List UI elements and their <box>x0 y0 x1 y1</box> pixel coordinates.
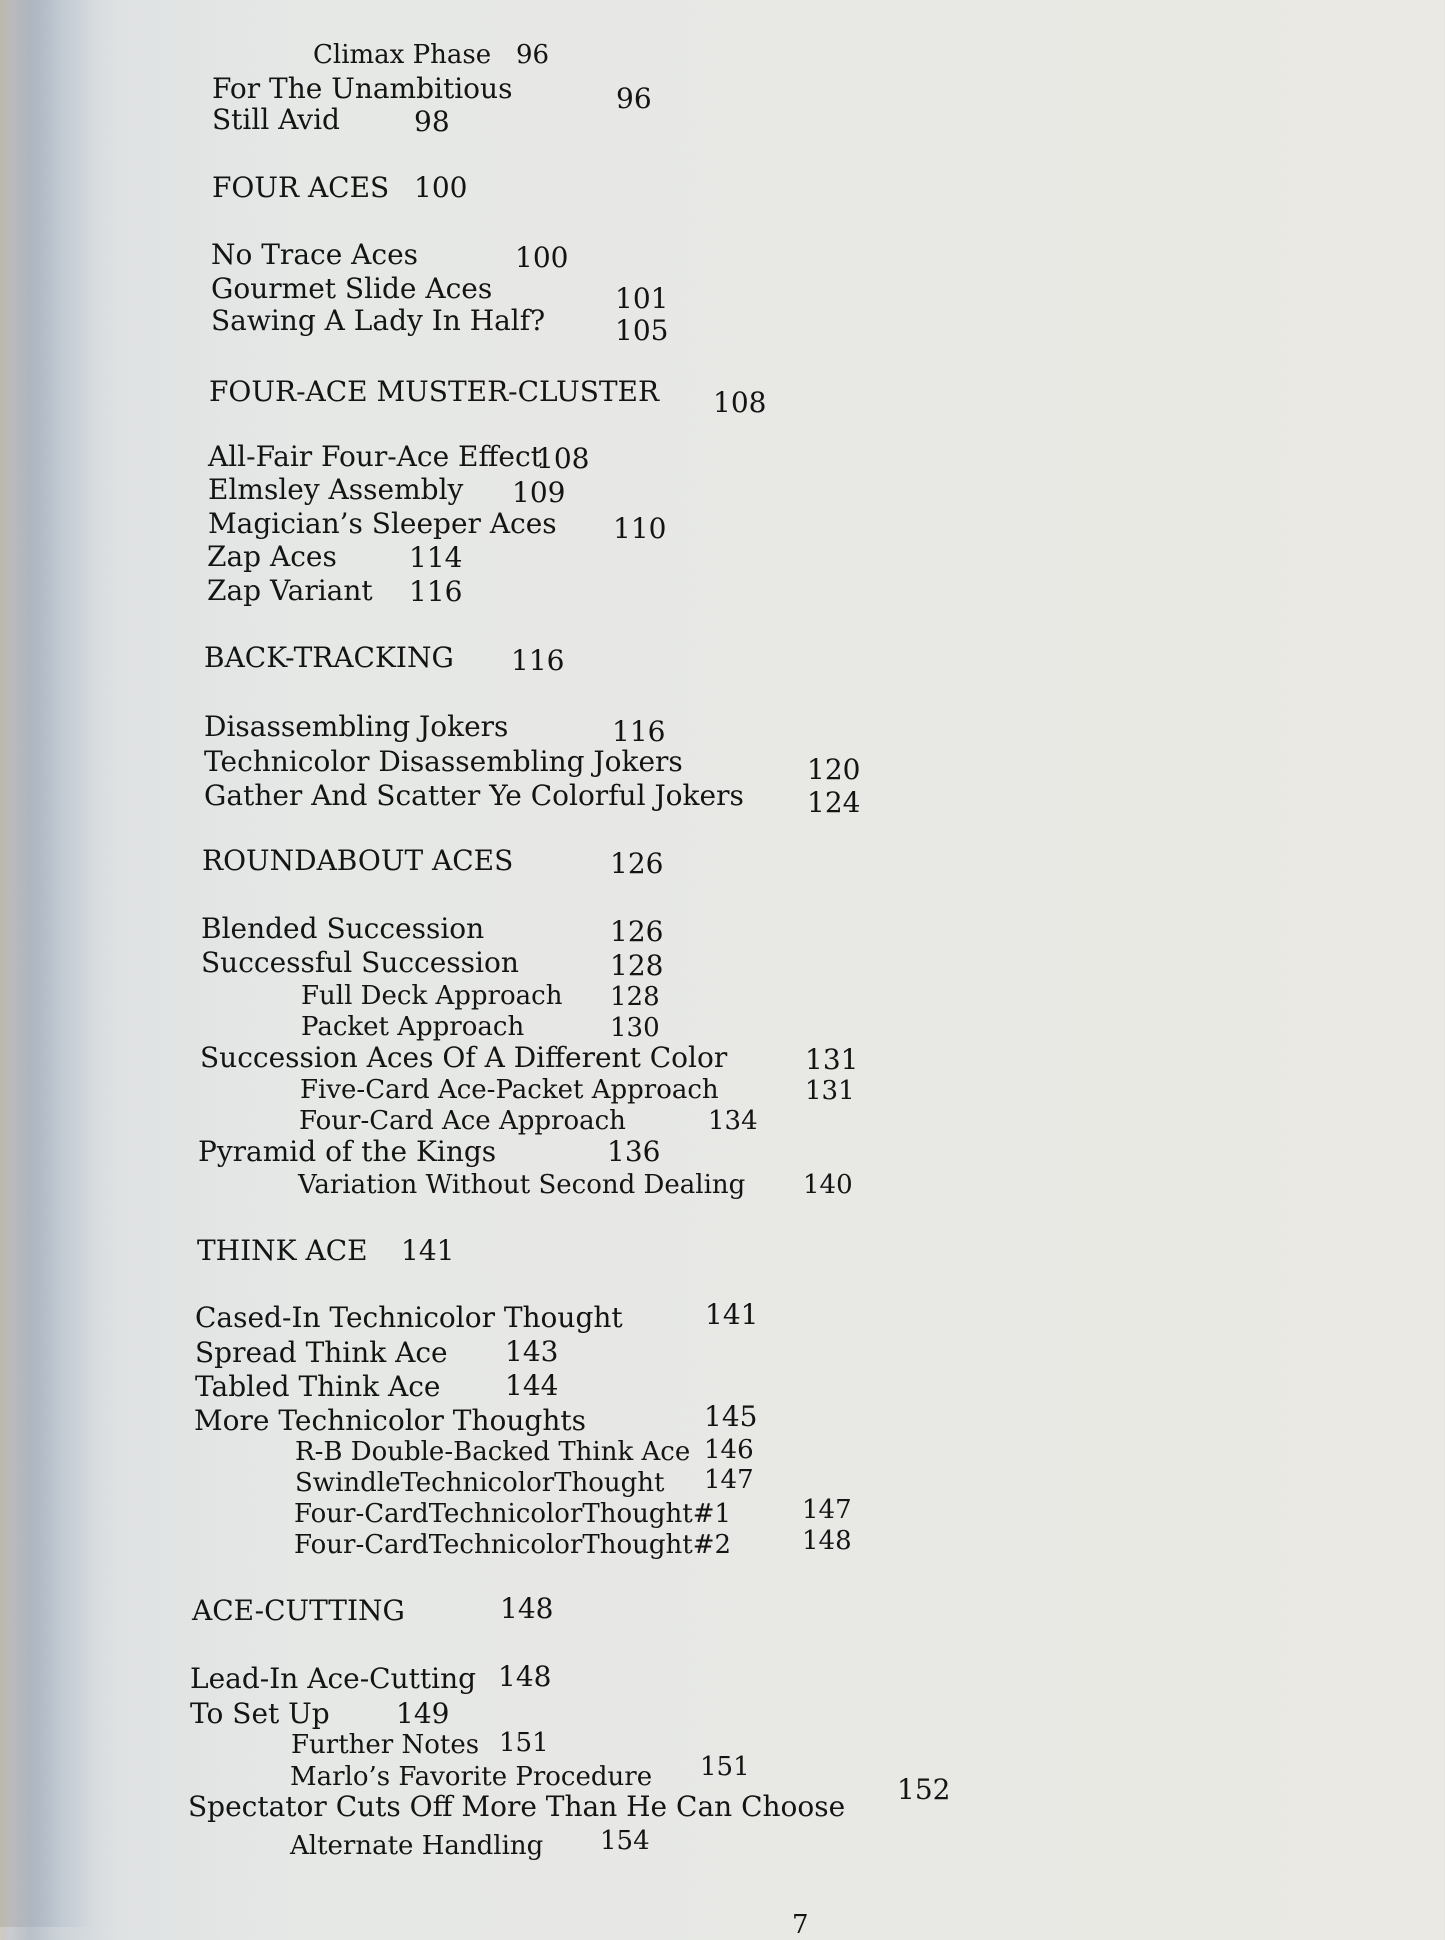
toc-entry-title: Blended Succession <box>201 912 485 945</box>
toc-entry-title: THINK ACE <box>197 1234 368 1267</box>
toc-entry-page: 131 <box>805 1076 855 1106</box>
toc-entry-title: Disassembling Jokers <box>204 710 509 743</box>
toc-entry-page: 149 <box>396 1697 450 1730</box>
toc-entry-page: 108 <box>536 442 590 475</box>
toc-entry-title: Climax Phase <box>313 40 492 70</box>
toc-entry-title: Spectator Cuts Off More Than He Can Choose <box>188 1790 846 1823</box>
toc-entry-page: 147 <box>802 1495 852 1525</box>
toc-entry-page: 101 <box>615 282 669 315</box>
toc-entry-title: Elmsley Assembly <box>208 473 464 506</box>
toc-entry-title: Four-CardTechnicolorThought#2 <box>294 1530 732 1560</box>
toc-entry-page: 136 <box>607 1135 661 1168</box>
toc-entry-page: 110 <box>613 512 667 545</box>
toc-entry-title: Gourmet Slide Aces <box>211 272 493 305</box>
toc-entry-title: Spread Think Ace <box>195 1336 448 1369</box>
page-number: 7 <box>792 1910 809 1940</box>
toc-entry-title: FOUR ACES <box>212 171 390 204</box>
toc-entry-title: Further Notes <box>291 1730 480 1760</box>
toc-entry-page: 151 <box>499 1728 549 1758</box>
toc-entry-page: 108 <box>713 386 767 419</box>
toc-entry-title: Lead-In Ace-Cutting <box>190 1662 477 1695</box>
toc-entry-page: 109 <box>512 476 566 509</box>
toc-entry-page: 114 <box>409 541 463 574</box>
toc-entry-title: Gather And Scatter Ye Colorful Jokers <box>204 779 744 812</box>
toc-entry-title: Five-Card Ace-Packet Approach <box>300 1075 719 1105</box>
toc-entry-page: 144 <box>505 1369 559 1402</box>
toc-entry-page: 130 <box>610 1013 660 1043</box>
toc-entry-title: Successful Succession <box>201 946 519 979</box>
toc-entry-title: No Trace Aces <box>211 238 419 271</box>
toc-entry-page: 154 <box>600 1826 650 1856</box>
toc-entry-page: 96 <box>516 40 550 70</box>
toc-entry-title: More Technicolor Thoughts <box>194 1404 586 1437</box>
toc-entry-title: Zap Variant <box>207 574 373 607</box>
toc-entry-title: Marlo’s Favorite Procedure <box>290 1762 653 1792</box>
toc-entry-page: 100 <box>515 241 569 274</box>
toc-entry-title: To Set Up <box>190 1697 330 1730</box>
toc-entry-title: ACE-CUTTING <box>192 1594 405 1627</box>
toc-entry-page: 96 <box>616 82 652 115</box>
toc-entry-page: 146 <box>704 1435 754 1465</box>
toc-entry-page: 141 <box>401 1234 455 1267</box>
toc-entry-page: 148 <box>802 1526 852 1556</box>
toc-entry-title: SwindleTechnicolorThought <box>295 1468 665 1498</box>
toc-entry-title: Packet Approach <box>301 1012 525 1042</box>
toc-entry-page: 148 <box>498 1660 552 1693</box>
toc-entry-title: Four-Card Ace Approach <box>299 1106 626 1136</box>
toc-entry-title: Variation Without Second Dealing <box>298 1170 746 1200</box>
toc-entry-title: Zap Aces <box>207 540 337 573</box>
toc-entry-page: 116 <box>612 715 666 748</box>
toc-entry-page: 98 <box>414 105 450 138</box>
toc-entry-page: 151 <box>700 1752 750 1782</box>
toc-entry-page: 141 <box>705 1298 759 1331</box>
toc-entry-page: 116 <box>511 644 565 677</box>
toc-entry-title: Cased-In Technicolor Thought <box>195 1301 623 1334</box>
toc-entry-title: All-Fair Four-Ace Effect <box>208 440 542 473</box>
toc-entry-page: 124 <box>807 786 861 819</box>
toc-entry-page: 126 <box>610 847 664 880</box>
toc-entry-page: 140 <box>803 1170 853 1200</box>
toc-entry-title: Full Deck Approach <box>301 981 563 1011</box>
toc-entry-title: Magician’s Sleeper Aces <box>208 507 557 540</box>
toc-entry-page: 145 <box>704 1400 758 1433</box>
toc-entry-title: Pyramid of the Kings <box>198 1135 497 1168</box>
toc-entry-page: 152 <box>897 1773 951 1806</box>
toc-entry-page: 105 <box>615 314 669 347</box>
toc-entry-title: Technicolor Disassembling Jokers <box>204 745 683 778</box>
toc-entry-title: Still Avid <box>212 103 340 136</box>
toc-entry-title: Alternate Handling <box>290 1831 544 1861</box>
toc-entry-title: Four-CardTechnicolorThought#1 <box>294 1499 732 1529</box>
toc-entry-title: ROUNDABOUT ACES <box>202 844 514 877</box>
toc-entry-page: 147 <box>704 1465 754 1495</box>
toc-entry-page: 148 <box>500 1592 554 1625</box>
toc-entry-title: BACK-TRACKING <box>204 641 454 674</box>
toc-entry-title: Tabled Think Ace <box>195 1370 441 1403</box>
toc-entry-page: 128 <box>610 982 660 1012</box>
toc-entry-title: Succession Aces Of A Different Color <box>200 1041 728 1074</box>
toc-entry-page: 116 <box>409 575 463 608</box>
toc-entry-title: Sawing A Lady In Half? <box>211 304 546 337</box>
toc-entry-page: 120 <box>807 753 861 786</box>
toc-entry-page: 126 <box>610 915 664 948</box>
toc-entry-page: 143 <box>505 1335 559 1368</box>
toc-entry-page: 134 <box>708 1106 758 1136</box>
toc-entry-title: For The Unambitious <box>212 72 513 105</box>
toc-entry-page: 128 <box>610 949 664 982</box>
toc-entry-page: 100 <box>414 171 468 204</box>
toc-entry-title: R-B Double-Backed Think Ace <box>295 1437 691 1467</box>
toc-entry-page: 131 <box>805 1043 859 1076</box>
toc-entry-title: FOUR-ACE MUSTER-CLUSTER <box>209 375 660 408</box>
